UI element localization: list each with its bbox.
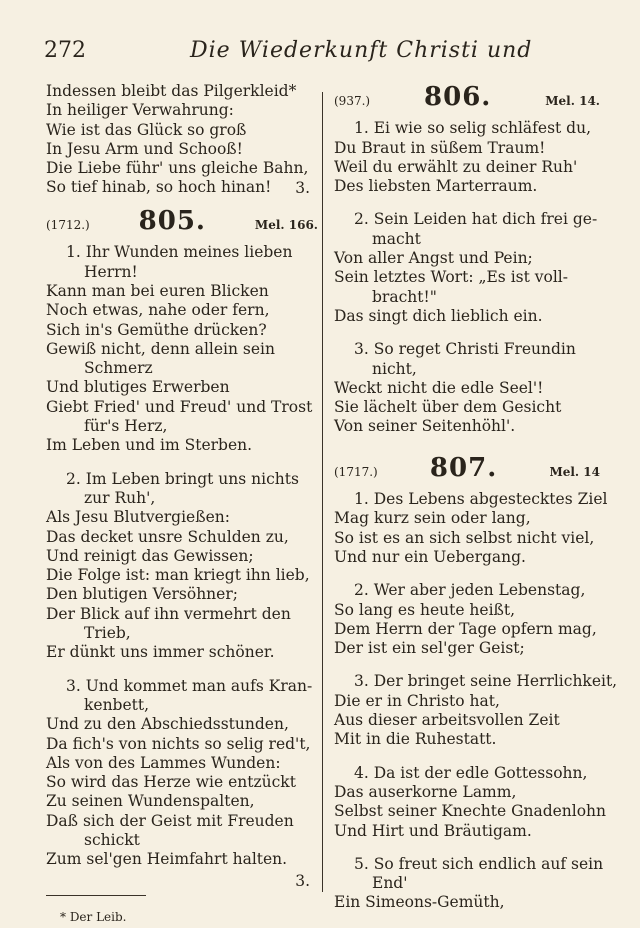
- verse-line: macht: [372, 229, 421, 248]
- hymn-number: 806.: [424, 82, 492, 112]
- right-column: [334, 82, 618, 913]
- left-column: [46, 82, 318, 927]
- verse-line: Zum sel'gen Heimfahrt halten.: [46, 850, 288, 869]
- hymn-ref: (937.): [334, 94, 371, 108]
- verse-line: Das auserkorne Lamm,: [334, 782, 517, 801]
- verse-line: Selbst seiner Knechte Gnadenlohn: [334, 802, 607, 821]
- verse-line: kenbett,: [84, 695, 150, 714]
- verse-line: Und reinigt das Gewissen;: [46, 546, 254, 565]
- verse-line: Wie ist das Glück so groß: [46, 120, 247, 139]
- verse-line: So lang es heute heißt,: [334, 600, 516, 619]
- verse-line: Die Folge ist: man kriegt ihn lieb,: [46, 566, 310, 585]
- verse-line: 2. Im Leben bringt uns nichts: [66, 469, 299, 488]
- verse-line: Sich in's Gemüthe drücken?: [46, 320, 267, 339]
- verse-line: Mag kurz sein oder lang,: [334, 509, 531, 528]
- verse-line: Du Braut in süßem Traum!: [334, 138, 546, 157]
- verse-line: Aus dieser arbeitsvollen Zeit: [334, 711, 560, 730]
- verse-line: Den blutigen Versöhner;: [46, 585, 238, 604]
- verse-line: Indessen bleibt das Pilgerkleid*: [46, 82, 297, 100]
- verse-line: 3. So reget Christi Freundin: [354, 340, 576, 359]
- verse-line: Das singt dich lieblich ein.: [334, 306, 543, 325]
- verse-line: Das decket unsre Schulden zu,: [46, 527, 289, 546]
- verse-line: nicht,: [372, 359, 417, 378]
- verse-line: bracht!": [372, 287, 437, 306]
- verse-line: schickt: [84, 830, 140, 849]
- verse-line: 1. Ihr Wunden meines lieben: [66, 243, 293, 262]
- verse-line: Die Liebe führ' uns gleiche Bahn,: [46, 159, 309, 178]
- melody-ref: Mel. 14: [549, 464, 600, 479]
- verse-line: Sie lächelt über dem Gesicht: [334, 398, 562, 417]
- verse-line: 4. Da ist der edle Gottessohn,: [354, 763, 588, 782]
- hymn-ref: (1712.): [46, 218, 90, 233]
- verse-line: Sein letztes Wort: „Es ist voll-: [334, 268, 568, 287]
- verse-line: 2. Wer aber jeden Lebenstag,: [354, 581, 586, 600]
- verse-end-mark: 3.: [295, 871, 310, 890]
- footnote-rule: [46, 895, 146, 896]
- verse-line: Kann man bei euren Blicken: [46, 281, 269, 300]
- verse-line: End': [372, 874, 408, 893]
- verse-line: Ein Simeons-Gemüth,: [334, 893, 505, 912]
- verse-line: Zu seinen Wundenspalten,: [46, 792, 255, 811]
- verse-line: 3. Und kommet man aufs Kran-: [66, 676, 313, 695]
- verse-line: Noch etwas, nahe oder fern,: [46, 301, 270, 320]
- column-divider: [322, 92, 323, 892]
- verse-line: 3. Der bringet seine Herrlichkeit,: [354, 672, 618, 691]
- hymn-807-heading: [334, 452, 600, 483]
- verse-line: Der Blick auf ihn vermehrt den: [46, 604, 291, 623]
- verse-line: Da fich's von nichts so selig red't,: [46, 734, 311, 753]
- verse-line: Daß sich der Geist mit Freuden: [46, 811, 294, 830]
- verse-line: 2. Sein Leiden hat dich frei ge-: [354, 210, 598, 229]
- hymn-806-heading: [334, 82, 600, 112]
- verse-line: Mit in die Ruhestatt.: [334, 730, 497, 749]
- verse-line: Die er in Christo hat,: [334, 691, 500, 710]
- verse-line: Von seiner Seitenhöhl'.: [334, 417, 516, 436]
- hymn-805-heading: [46, 206, 318, 237]
- verse-line: 1. Des Lebens abgestecktes Ziel: [354, 490, 608, 509]
- verse-line: Trieb,: [84, 624, 131, 643]
- verse-line: Als von des Lammes Wunden:: [46, 753, 281, 772]
- verse-line: In Jesu Arm und Schooß!: [46, 139, 243, 158]
- footnote: * Der Leib.: [60, 909, 127, 924]
- verse-line: Er dünkt uns immer schöner.: [46, 643, 275, 662]
- melody-ref: Mel. 14.: [545, 94, 600, 108]
- verse-line: zur Ruh',: [84, 488, 156, 507]
- hymn-number: 807.: [429, 452, 498, 483]
- verse-line: So ist es an sich selbst nicht viel,: [334, 528, 595, 547]
- page-number: 272: [44, 38, 86, 63]
- verse-line: Von aller Angst und Pein;: [334, 249, 533, 268]
- verse-line: 5. So freut sich endlich auf sein: [354, 854, 604, 873]
- verse-line: Dem Herrn der Tage opfern mag,: [334, 619, 597, 638]
- verse-line: Gewiß nicht, denn allein sein: [46, 339, 275, 358]
- verse-line: Schmerz: [84, 359, 153, 378]
- verse-line: Weckt nicht die edle Seel'!: [334, 378, 544, 397]
- verse-line: So tief hinab, so hoch hinan!: [46, 178, 272, 197]
- verse-line: Weil du erwählt zu deiner Ruh': [334, 157, 578, 176]
- verse-line: Und blutiges Erwerben: [46, 378, 230, 397]
- verse-line: Herrn!: [84, 262, 138, 281]
- melody-ref: Mel. 166.: [254, 218, 318, 233]
- verse-line: Giebt Fried' und Freud' und Trost: [46, 397, 313, 416]
- verse-line: für's Herz,: [84, 417, 168, 436]
- verse-end-mark: 3.: [295, 178, 310, 197]
- verse-line: So wird das Herze wie entzückt: [46, 773, 296, 792]
- hymn-number: 805.: [138, 206, 206, 237]
- verse-line: Des liebsten Marterraum.: [334, 177, 538, 196]
- verse-line: Als Jesu Blutvergießen:: [46, 508, 230, 527]
- hymn-ref: (1717.): [334, 464, 378, 479]
- verse-line: 1. Ei wie so selig schläfest du,: [354, 119, 592, 138]
- verse-line: In heiliger Verwahrung:: [46, 101, 234, 120]
- verse-line: Und zu den Abschiedsstunden,: [46, 715, 289, 734]
- verse-line: Und Hirt und Bräutigam.: [334, 821, 532, 840]
- verse-line: Und nur ein Uebergang.: [334, 547, 526, 566]
- verse-line: Der ist ein sel'ger Geist;: [334, 639, 525, 658]
- running-head: Die Wiederkunft Christi und: [190, 38, 533, 63]
- verse-line: Im Leben und im Sterben.: [46, 436, 253, 455]
